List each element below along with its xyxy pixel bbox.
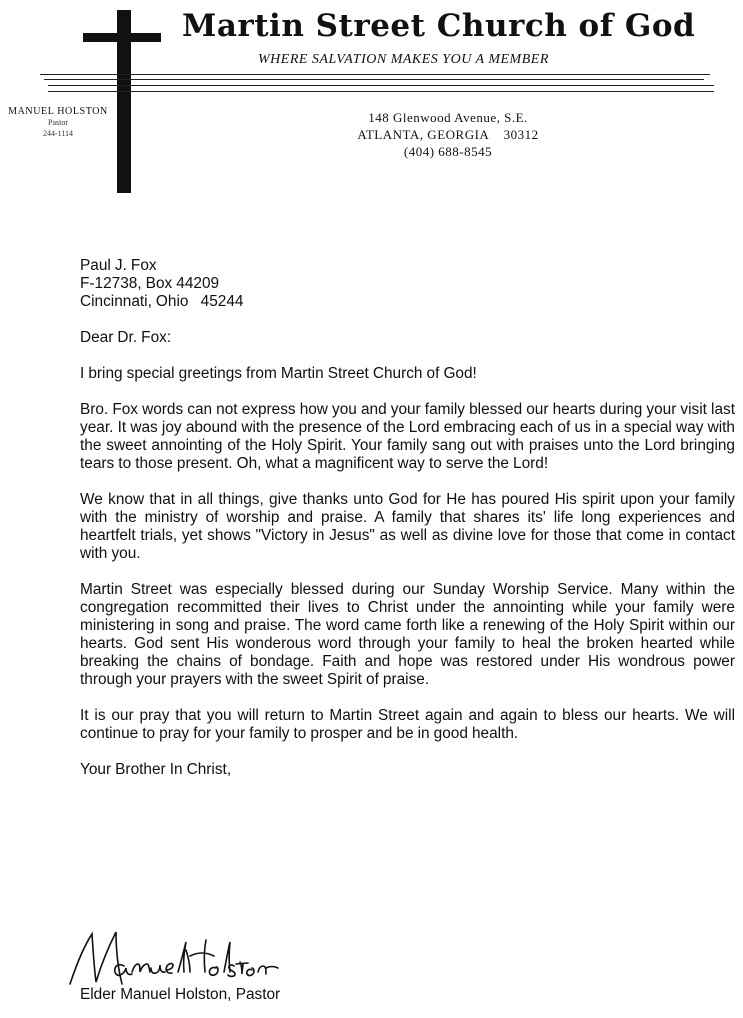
paragraph-2: We know that in all things, give thanks unto God for He has poured His spirit upon your family with the ministry of worship and praise. A family that shares its' life long experiences and heartfelt trials, yet shows "Victory in Jesus" as well as divine love for those that come in contact with you. xyxy=(80,491,735,562)
signer-name: Elder Manuel Holston, Pastor xyxy=(80,986,281,1003)
letter-body xyxy=(80,257,735,779)
letterhead-rule-3 xyxy=(48,85,714,86)
letterhead-rule-1 xyxy=(40,74,710,75)
pastor-name: MANUEL HOLSTON xyxy=(8,106,108,117)
paragraph-4: It is our pray that you will return to Martin Street again and again to bless our hearts. We will continue to pray for your family to prosper and be in good health. xyxy=(80,707,735,742)
paragraph-3: Martin Street was especially blessed during our Sunday Worship Service. Many within the congregation recommitted their lives to Christ under the annointing while your family were ministering in song and praise. The word came forth like a renewing of the Holy Spirit within our hearts. God sent His wonderous word through your family to heal the broken hearted while breaking the chains of bondage. Faith and hope was restored under His wondrous power through your prayers with the sweet Spirit of praise. xyxy=(80,581,735,688)
church-address xyxy=(318,109,578,160)
paragraph-1: Bro. Fox words can not express how you and your family blessed our hearts during your visit last year. It was joy abound with the presence of the Lord embracing each of us in a special way with the sweet annointing of the Holy Spirit. Your family sang out with praises unto the Lord bringing tears to those present. Oh, what a magnificent way to serve the Lord! xyxy=(80,401,735,472)
signature-image xyxy=(66,926,281,994)
recipient-line2: F-12738, Box 44209 xyxy=(80,275,220,292)
recipient-name: Paul J. Fox xyxy=(80,257,157,274)
address-city: ATLANTA, GEORGIA 30312 xyxy=(357,127,539,142)
pastor-phone: 244-1114 xyxy=(42,129,74,138)
letterhead-rule-2 xyxy=(44,79,704,80)
church-name: Martin Street Church of God xyxy=(182,8,696,44)
letterhead-rule-4 xyxy=(48,91,714,92)
pastor-block xyxy=(2,106,114,139)
closing: Your Brother In Christ, xyxy=(80,761,232,778)
paragraph-greeting: I bring special greetings from Martin Street Church of God! xyxy=(80,365,477,382)
cross-icon-horizontal xyxy=(83,33,161,42)
church-motto: WHERE SALVATION MAKES YOU A MEMBER xyxy=(258,52,549,67)
recipient-city: Cincinnati, Ohio 45244 xyxy=(80,293,244,310)
pastor-title: Pastor xyxy=(48,118,68,127)
address-street: 148 Glenwood Avenue, S.E. xyxy=(368,110,528,125)
salutation: Dear Dr. Fox: xyxy=(80,329,172,346)
address-phone: (404) 688-8545 xyxy=(403,144,493,159)
